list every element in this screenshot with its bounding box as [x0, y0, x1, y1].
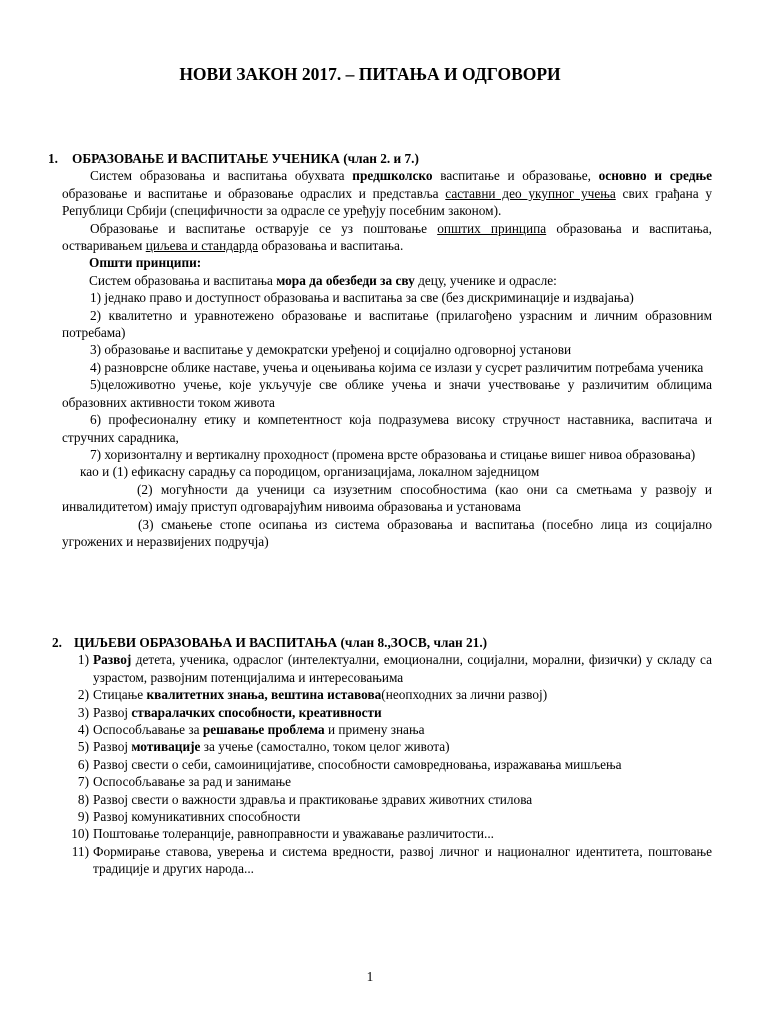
goal-item [60, 738, 712, 755]
goal-item [60, 843, 712, 878]
principle-item: 7) хоризонталну и вертикалну проходност (промена врсте образовања и стицање вишег нивоа образовања) [90, 446, 696, 462]
goal-number: 10) [71, 826, 89, 842]
text-run: образовања и васпитања, остваривањем [62, 220, 712, 254]
text-run: Развој [93, 739, 132, 755]
principle-item: 1) једнако право и доступност образовања и васпитања за све (без дискриминације и издвајања) [90, 290, 634, 306]
text-run: Развој свести о себи, самоиницијативе, способности самовредновања, изражавања мишљења [93, 756, 622, 772]
underlined-run: саставни део укупног учења [445, 185, 616, 201]
text-run: Развој [93, 704, 132, 720]
principle-item: 5)целоживотно учење, које укључује све облике учења и значи учествовање у различитим облицима образовних активности током живота [62, 377, 712, 410]
goal-number: 6) [77, 756, 89, 772]
principles-heading: Општи принципи: [89, 255, 202, 271]
text-run: детета, ученика, одраслог (интелектуални, емоционални, социјални, морални, физички) у складу са узрастом, развојним потенцијалима и интересовањима [93, 652, 712, 685]
section-education [48, 150, 712, 550]
principle-item: 4) разноврсне облике наставе, учења и оцењивања којима се излази у сусрет различитим потребама ученика [90, 359, 704, 375]
bold-run: предшколско [352, 168, 433, 184]
bold-run: мотивације [131, 739, 201, 755]
goal-number: 9) [77, 809, 89, 825]
goal-item [60, 825, 712, 842]
paragraph-principles-goals [62, 220, 712, 255]
goal-number: 3) [77, 704, 89, 720]
text-run: за учење (самостално, током целог живота) [200, 739, 450, 755]
text-run: Формирање ставова, уверења и система вредности, развој личног и националног идентитета, поштовање традиције и других народа... [93, 843, 712, 877]
bold-run: стваралачких способности, креативности [131, 704, 382, 720]
text-run: Систем образовања и васпитања обухвата [90, 168, 353, 184]
text-run: Оспособљавање за [93, 722, 203, 738]
underlined-run: циљева и стандарда [145, 238, 259, 254]
text-run: Оспособљавање за рад и занимање [93, 774, 292, 790]
section-1-title: ОБРАЗОВАЊЕ И ВАСПИТАЊЕ УЧЕНИКА (члан 2. и 7.) [72, 151, 419, 166]
text-run: (2) могућности да ученици са изузетним способностима (као они са сметњама у развоју и инвалидитетом) имају приступ одговарајућим нивоима образовања и установама [62, 481, 712, 515]
section-1-heading [48, 150, 712, 167]
goal-item [60, 651, 712, 686]
principle-item: 6) професионалну етику и компетентност која подразумева високу стручност наставника, васпитача и стручних сарадника, [62, 412, 712, 445]
text-run: свих грађана у Републици Србији (специфичности за одрасле се уређују посебним законом). [62, 185, 712, 219]
bold-run: квалитетних знања, вештина иставова [146, 687, 382, 703]
text-run: Поштовање толеранције, равноправности и уважавање различитости... [93, 826, 494, 842]
bold-run: мора да обезбеди за сву [276, 272, 415, 288]
principle-item: 2) квалитетно и уравнотежено образовање и васпитање (прилагођено узрасним и личним образовним потребама) [62, 307, 712, 341]
text-run: образовање и васпитање и образовање одраслих и представља [62, 185, 446, 201]
page-number: 1 [366, 969, 374, 984]
text-run: и примену знања [324, 722, 425, 738]
goal-number: 2) [77, 687, 89, 703]
bold-run: решавање проблема [202, 722, 325, 738]
goal-item [60, 721, 712, 738]
goal-item [60, 756, 712, 773]
page-title: НОВИ ЗАКОН 2017. – ПИТАЊА И ОДГОВОРИ [179, 64, 561, 84]
text-run: Стицање [93, 687, 147, 703]
section-2-number: 2. [52, 635, 62, 650]
goal-number: 7) [77, 774, 89, 790]
section-goals [52, 634, 712, 878]
text-run: васпитање и образовање, [432, 168, 599, 184]
also-item-dropout [62, 516, 712, 551]
bold-run: основно и средње [598, 168, 712, 184]
also-item-access [16, 481, 712, 516]
goals-list [60, 651, 712, 877]
text-run: (неопходних за лични развој) [381, 687, 548, 703]
text-run: (3) смањење стопе осипања из система образовања и васпитања (посебно лица из социјално угрожених и неразвијених подручја) [62, 516, 712, 549]
paragraph-system [62, 167, 712, 219]
text-run: Образовање и васпитање остварује се уз поштовање [90, 220, 438, 236]
goal-number: 11) [71, 843, 89, 859]
text-run: Развој комуникативних способности [93, 809, 301, 825]
goal-number: 5) [77, 739, 89, 755]
section-2-title: ЦИЉЕВИ ОБРАЗОВАЊА И ВАСПИТАЊА (члан 8.,ЗОСВ, члан 21.) [74, 635, 488, 650]
text-run: Развој свести о важности здравља и практиковање здравих животних стилова [93, 791, 533, 807]
principles-intro [62, 272, 712, 289]
goal-number: 4) [77, 722, 89, 738]
goal-item [60, 773, 712, 790]
also-item-cooperation: као и (1) ефикасну сарадњу са породицом, организацијама, локалном заједницом [80, 464, 540, 480]
principle-item: 3) образовање и васпитање у демократски уређеној и социјално одговорној установи [90, 342, 572, 358]
goal-number: 1) [77, 652, 89, 668]
goal-item [60, 686, 712, 703]
underlined-run: општих принципа [437, 220, 547, 236]
goal-item [60, 808, 712, 825]
text-run: Систем образовања и васпитања [89, 272, 277, 288]
bold-run: Развој [93, 652, 132, 668]
goal-number: 8) [77, 791, 89, 807]
section-2-heading [52, 634, 712, 651]
goal-item [60, 704, 712, 721]
text-run: образовања и васпитања. [258, 238, 404, 254]
section-1-number: 1. [48, 151, 58, 166]
goal-item [60, 791, 712, 808]
text-run: децу, ученике и одрасле: [414, 272, 557, 288]
